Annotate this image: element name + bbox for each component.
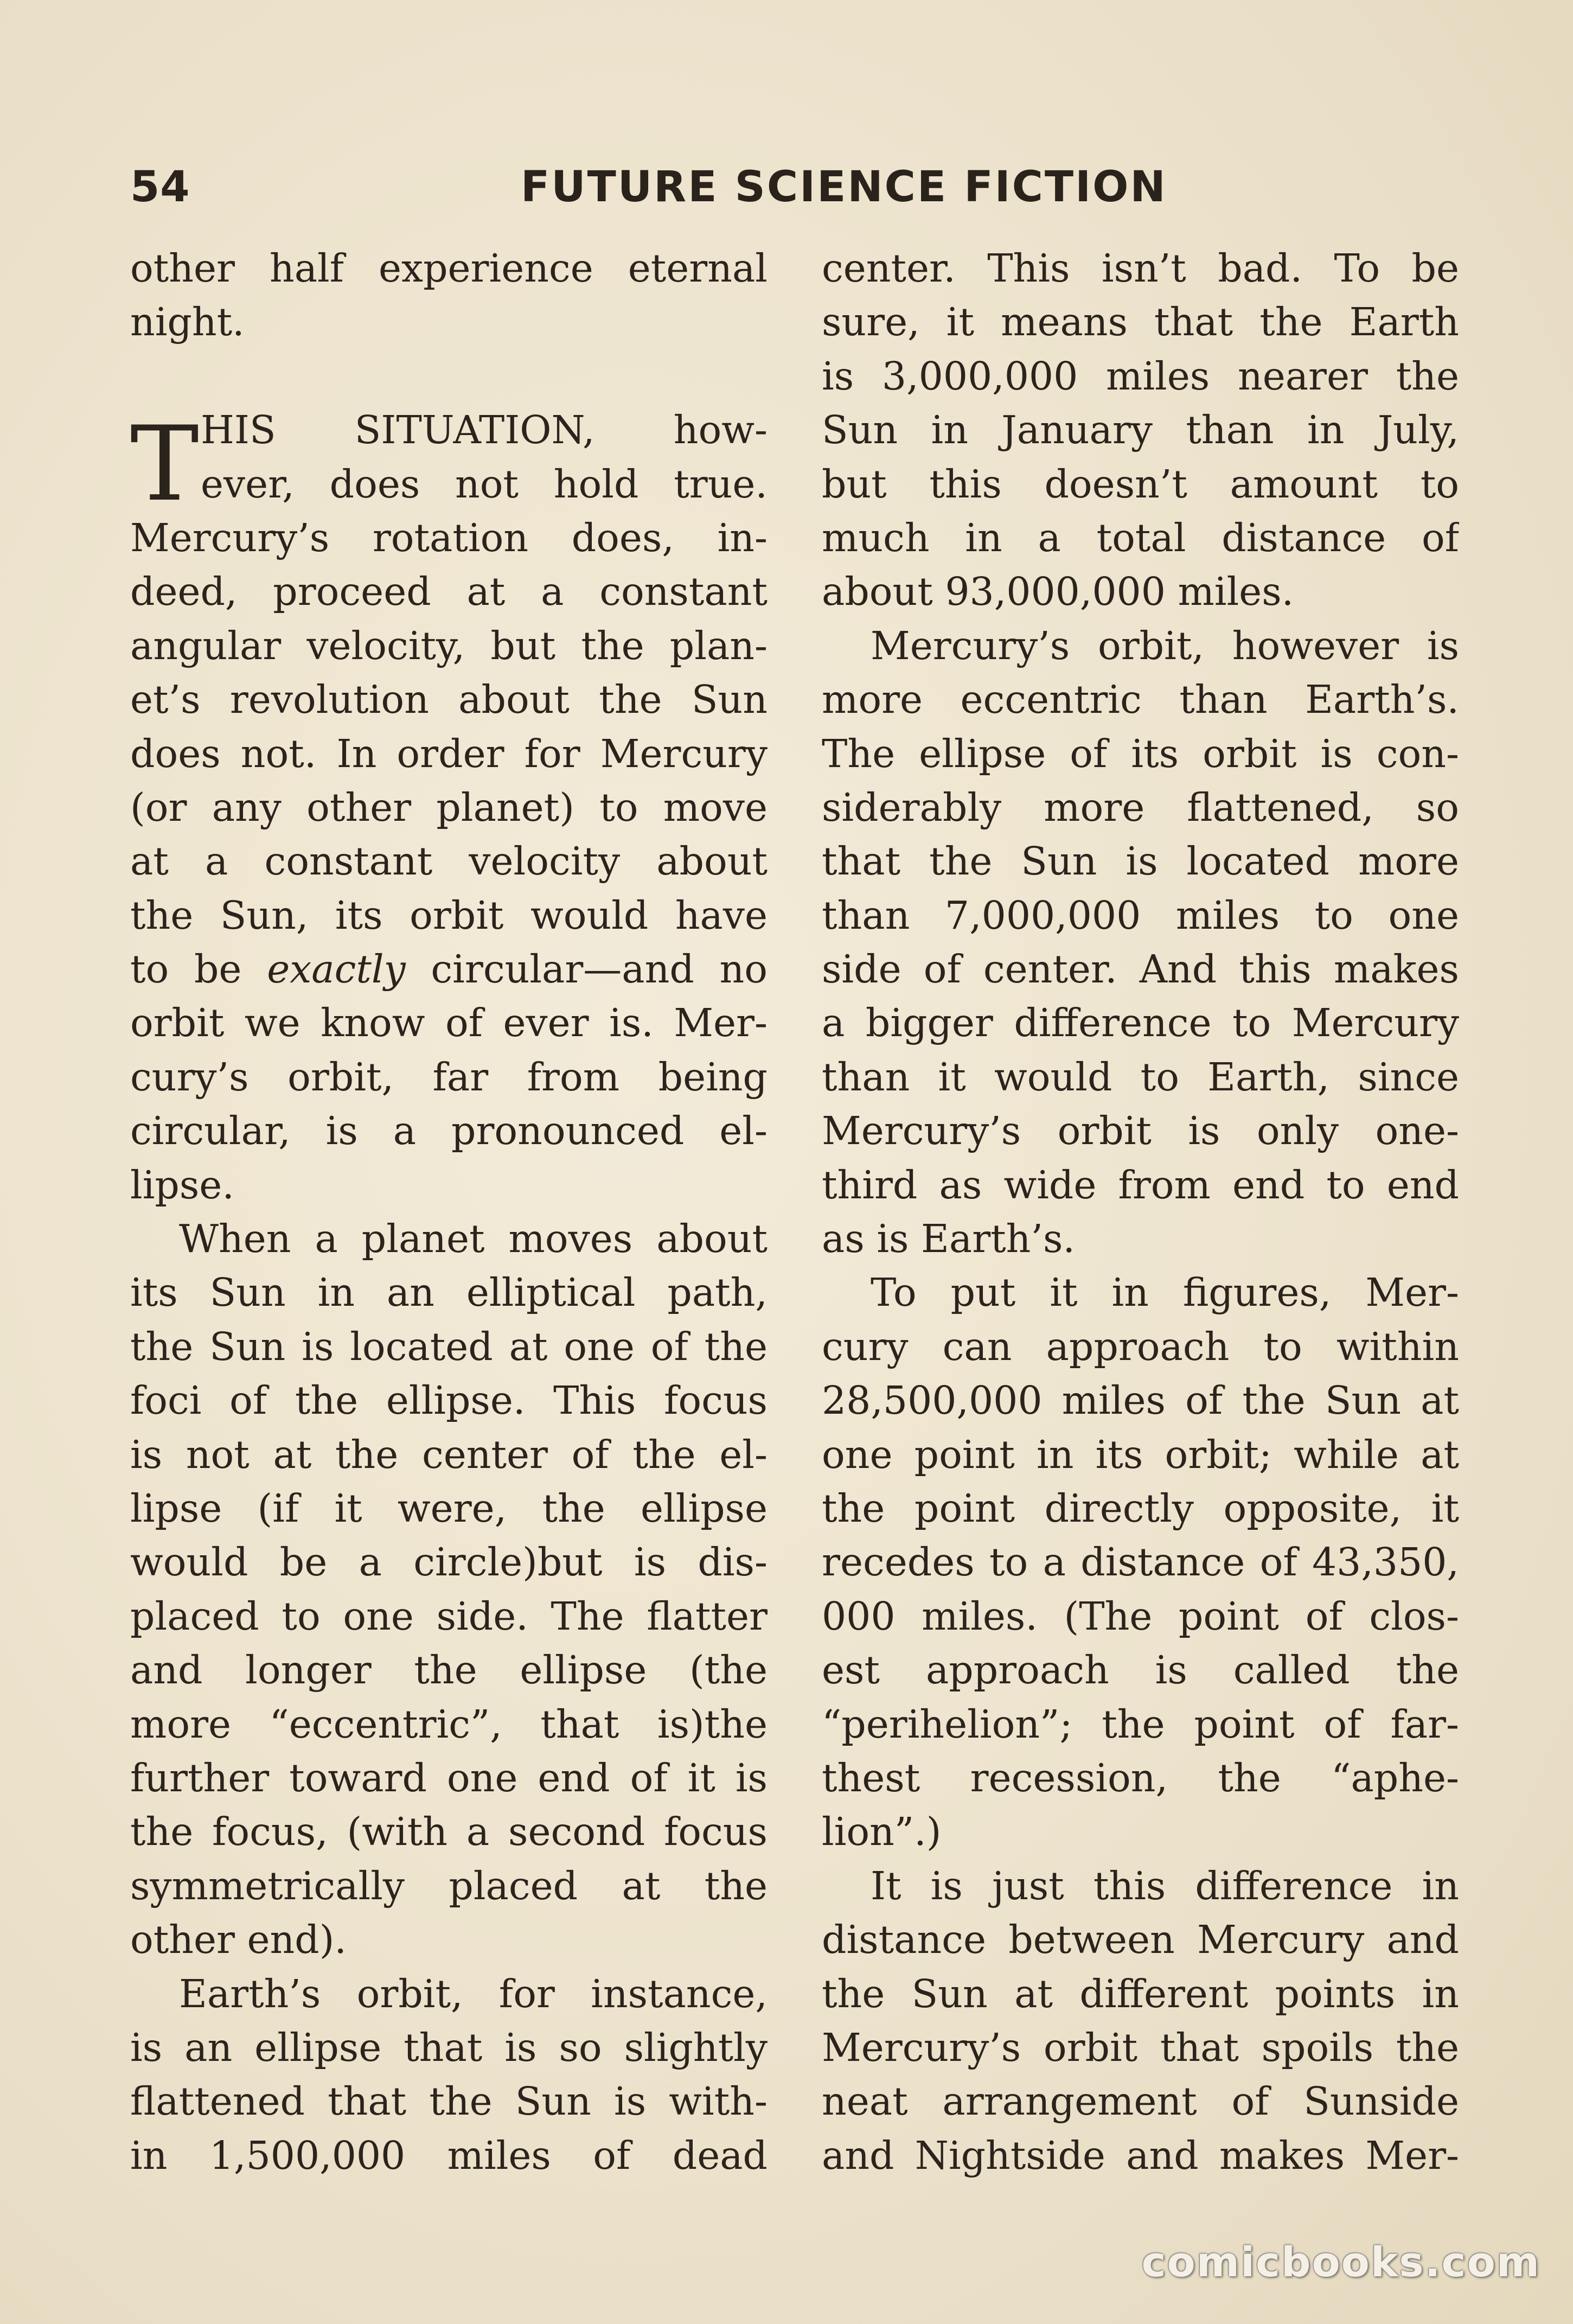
- text-line: one point in its orbit; while at: [822, 1432, 1459, 1477]
- text-line: the Sun, its orbit would have: [130, 892, 768, 938]
- text-line: HIS SITUATION, how-: [201, 407, 768, 453]
- text-line: orbit we know of ever is. Mer-: [130, 1000, 768, 1046]
- text-line: than it would to Earth, since: [822, 1054, 1459, 1100]
- text-line: than 7,000,000 miles to one: [822, 892, 1459, 938]
- text-line: Mercury’s orbit, however is: [871, 623, 1459, 668]
- text-line: the point directly opposite, it: [822, 1485, 1459, 1531]
- paragraph-gap: [130, 349, 768, 403]
- text-line: To put it in figures, Mer-: [871, 1270, 1459, 1316]
- text-line: “perihelion”; the point of far-: [822, 1701, 1459, 1747]
- text-line: about 93,000,000 miles.: [822, 569, 1294, 615]
- text-line: but this doesn’t amount to: [822, 461, 1459, 507]
- text-line: (or any other planet) to move: [130, 784, 768, 830]
- text-line: does not. In order for Mercury: [130, 731, 768, 776]
- text-line: side of center. And this makes: [822, 947, 1459, 992]
- drop-cap-paragraph: [130, 403, 768, 525]
- text-line: circular, is a pronounced el-: [130, 1108, 768, 1154]
- text-line-with-emphasis: [130, 942, 768, 996]
- right-column: [822, 241, 1459, 2182]
- text-line: est approach is called the: [822, 1648, 1459, 1693]
- text-line: as is Earth’s.: [822, 1216, 1075, 1262]
- text-line: neat arrangement of Sunside: [822, 2079, 1459, 2124]
- text-line: ever, does not hold true.: [201, 461, 768, 507]
- text-line: deed, proceed at a constant: [130, 569, 768, 615]
- page-header: [130, 163, 1465, 222]
- drop-cap: T: [130, 404, 199, 525]
- text-line: Earth’s orbit, for instance,: [179, 1971, 768, 2016]
- running-head: FUTURE SCIENCE FICTION: [521, 163, 1167, 212]
- text-line: It is just this difference in: [871, 1863, 1459, 1908]
- text-line: other half experience eternal: [130, 246, 768, 291]
- text-line: When a planet moves about: [179, 1216, 768, 1262]
- text-line: cury can approach to within: [822, 1324, 1459, 1369]
- text-line: 28,500,000 miles of the Sun at: [822, 1378, 1459, 1423]
- text-line: lipse.: [130, 1162, 234, 1208]
- text-line: lipse (if it were, the ellipse: [130, 1485, 768, 1531]
- text-fragment: to be: [130, 947, 242, 992]
- text-line: lion”.): [822, 1809, 942, 1855]
- text-line: is not at the center of the el-: [130, 1432, 768, 1477]
- text-line: flattened that the Sun is with-: [130, 2079, 768, 2124]
- text-line: other end).: [130, 1917, 347, 1963]
- text-line: a bigger difference to Mercury: [822, 1000, 1459, 1046]
- text-line: sure, it means that the Earth: [822, 299, 1459, 345]
- text-line: distance between Mercury and: [822, 1917, 1459, 1963]
- text-line: in 1,500,000 miles of dead: [130, 2133, 768, 2178]
- text-line: that the Sun is located more: [822, 839, 1459, 884]
- text-line: the Sun is located at one of the: [130, 1324, 768, 1369]
- text-line: more eccentric than Earth’s.: [822, 677, 1459, 723]
- text-line: Mercury’s rotation does, in-: [130, 515, 768, 560]
- text-line: the Sun at different points in: [822, 1971, 1459, 2016]
- text-line: center. This isn’t bad. To be: [822, 246, 1459, 291]
- text-line: at a constant velocity about: [130, 839, 768, 884]
- text-line: night.: [130, 299, 245, 345]
- text-line: cury’s orbit, far from being: [130, 1054, 768, 1100]
- text-line: 000 miles. (The point of clos-: [822, 1593, 1459, 1639]
- text-line: its Sun in an elliptical path,: [130, 1270, 768, 1316]
- text-line: recedes to a distance of 43,350,: [822, 1540, 1459, 1585]
- text-line: the focus, (with a second focus: [130, 1809, 768, 1855]
- text-line: siderably more flattened, so: [822, 784, 1459, 830]
- text-line: further toward one end of it is: [130, 1755, 768, 1801]
- text-line: Mercury’s orbit is only one-: [822, 1108, 1459, 1154]
- text-line: Sun in January than in July,: [822, 407, 1459, 453]
- left-column: [130, 241, 768, 2182]
- page-number: 54: [130, 163, 190, 212]
- text-line: and Nightside and makes Mer-: [822, 2133, 1459, 2178]
- text-line: placed to one side. The flatter: [130, 1593, 768, 1639]
- text-line: angular velocity, but the plan-: [130, 623, 768, 668]
- emphasis: exactly: [267, 947, 406, 992]
- text-line: Mercury’s orbit that spoils the: [822, 2025, 1459, 2070]
- text-line: third as wide from end to end: [822, 1162, 1459, 1208]
- text-line: and longer the ellipse (the: [130, 1648, 768, 1693]
- text-line: is an ellipse that is so slightly: [130, 2025, 768, 2070]
- text-line: et’s revolution about the Sun: [130, 677, 768, 723]
- text-line: The ellipse of its orbit is con-: [822, 731, 1459, 776]
- text-line: more “eccentric”, that is)the: [130, 1701, 768, 1747]
- text-line: is 3,000,000 miles nearer the: [822, 353, 1459, 399]
- text-fragment: circular—and no: [431, 947, 768, 992]
- site-watermark: comicbooks.com: [1141, 2238, 1540, 2286]
- text-line: symmetrically placed at the: [130, 1863, 768, 1908]
- text-line: thest recession, the “aphe-: [822, 1755, 1459, 1801]
- text-line: foci of the ellipse. This focus: [130, 1378, 768, 1423]
- text-line: much in a total distance of: [822, 515, 1459, 560]
- text-line: would be a circle)but is dis-: [130, 1540, 768, 1585]
